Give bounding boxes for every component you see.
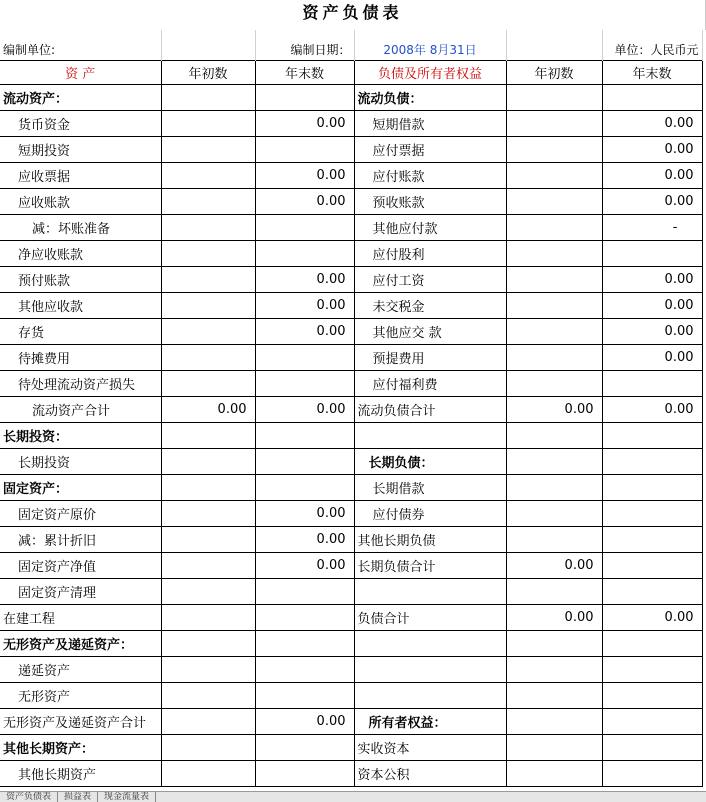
- asset-label-cell[interactable]: 其他应收款: [0, 292, 161, 318]
- liability-begin-cell[interactable]: [506, 344, 602, 370]
- asset-label-cell[interactable]: 固定资产净值: [0, 552, 161, 578]
- liability-begin-cell[interactable]: [506, 240, 602, 266]
- liability-end-cell[interactable]: [602, 630, 702, 656]
- sheet-tab-bar: [0, 791, 706, 802]
- asset-label-cell[interactable]: 流动资产合计: [0, 396, 161, 422]
- asset-begin-cell[interactable]: [161, 370, 255, 396]
- asset-begin-cell[interactable]: [161, 136, 255, 162]
- asset-label-cell[interactable]: 无形资产: [0, 682, 161, 708]
- liability-begin-cell[interactable]: [506, 474, 602, 500]
- liability-end-cell[interactable]: [602, 422, 702, 448]
- asset-begin-cell[interactable]: [161, 630, 255, 656]
- asset-begin-cell[interactable]: [161, 656, 255, 682]
- asset-end-cell[interactable]: [255, 682, 354, 708]
- liability-end-cell[interactable]: [602, 526, 702, 552]
- asset-end-cell[interactable]: 0.00: [255, 266, 354, 292]
- table-row: [0, 318, 702, 344]
- end-header[interactable]: 年末数: [602, 60, 702, 84]
- table-row: [0, 708, 702, 734]
- table-row: [0, 526, 702, 552]
- liabilities-header[interactable]: 负债及所有者权益: [354, 60, 506, 84]
- liability-begin-cell[interactable]: [506, 760, 602, 786]
- liability-label-cell[interactable]: 负债合计: [354, 604, 506, 630]
- asset-end-cell[interactable]: [255, 604, 354, 630]
- liability-begin-cell[interactable]: [506, 188, 602, 214]
- asset-end-cell[interactable]: [255, 630, 354, 656]
- liability-begin-cell[interactable]: [506, 682, 602, 708]
- liability-begin-cell[interactable]: [506, 578, 602, 604]
- table-row: [0, 682, 702, 708]
- liability-label-cell[interactable]: 未交税金: [354, 292, 506, 318]
- liability-end-cell[interactable]: [602, 500, 702, 526]
- asset-end-cell[interactable]: 0.00: [255, 552, 354, 578]
- currency-label[interactable]: 单位：人民币元: [602, 30, 702, 60]
- asset-label-cell[interactable]: 待处理流动资产损失: [0, 370, 161, 396]
- asset-label-cell[interactable]: 应收账款: [0, 188, 161, 214]
- liability-begin-cell[interactable]: [506, 136, 602, 162]
- asset-label-cell[interactable]: 其他长期资产: [0, 760, 161, 786]
- asset-label-cell[interactable]: 存货: [0, 318, 161, 344]
- asset-end-cell[interactable]: [255, 760, 354, 786]
- table-row: [0, 578, 702, 604]
- liability-label-cell[interactable]: [354, 422, 506, 448]
- sheet-tab[interactable]: 现金流量表: [98, 792, 156, 802]
- asset-begin-cell[interactable]: [161, 500, 255, 526]
- table-row: [0, 396, 702, 422]
- table-row: [0, 604, 702, 630]
- liability-begin-cell[interactable]: [506, 292, 602, 318]
- liability-label-cell[interactable]: 应付福利费: [354, 370, 506, 396]
- liability-label-cell[interactable]: 应付票据: [354, 136, 506, 162]
- liability-end-cell[interactable]: [602, 708, 702, 734]
- asset-begin-cell[interactable]: [161, 84, 255, 110]
- sheet-tab[interactable]: 资产负债表: [0, 792, 58, 802]
- table-row: [0, 370, 702, 396]
- liability-begin-cell[interactable]: 0.00: [506, 552, 602, 578]
- asset-end-cell[interactable]: 0.00: [255, 396, 354, 422]
- asset-end-cell[interactable]: 0.00: [255, 292, 354, 318]
- asset-begin-cell[interactable]: [161, 344, 255, 370]
- header-row: [0, 60, 702, 84]
- liability-begin-cell[interactable]: [506, 734, 602, 760]
- table-row: [0, 500, 702, 526]
- liability-end-cell[interactable]: 0.00: [602, 188, 702, 214]
- liability-label-cell[interactable]: 其他应交 款: [354, 318, 506, 344]
- asset-label-cell[interactable]: 减：累计折旧: [0, 526, 161, 552]
- sheet-title: 资产负债表: [0, 0, 706, 30]
- table-row: [0, 734, 702, 760]
- table-row: [0, 448, 702, 474]
- asset-label-cell[interactable]: 固定资产：: [0, 474, 161, 500]
- asset-begin-cell[interactable]: [161, 526, 255, 552]
- liability-end-cell[interactable]: 0.00: [602, 266, 702, 292]
- meta-empty-cell[interactable]: [161, 30, 255, 60]
- table-row: [0, 552, 702, 578]
- date-label[interactable]: 编制日期：: [255, 30, 354, 60]
- meta-empty-cell[interactable]: [506, 30, 602, 60]
- liability-label-cell[interactable]: [354, 578, 506, 604]
- liability-begin-cell[interactable]: [506, 656, 602, 682]
- asset-end-cell[interactable]: [255, 240, 354, 266]
- liability-end-cell[interactable]: [602, 578, 702, 604]
- liability-label-cell[interactable]: 预收账款: [354, 188, 506, 214]
- asset-end-cell[interactable]: 0.00: [255, 318, 354, 344]
- liability-begin-cell[interactable]: [506, 214, 602, 240]
- liability-begin-cell[interactable]: [506, 318, 602, 344]
- asset-label-cell[interactable]: 长期投资: [0, 448, 161, 474]
- asset-begin-cell[interactable]: [161, 214, 255, 240]
- liability-end-cell[interactable]: 0.00: [602, 110, 702, 136]
- asset-label-cell[interactable]: 无形资产及递延资产：: [0, 630, 161, 656]
- asset-end-cell[interactable]: 0.00: [255, 188, 354, 214]
- liability-end-cell[interactable]: [602, 552, 702, 578]
- meta-row: [0, 30, 702, 60]
- liability-begin-cell[interactable]: [506, 162, 602, 188]
- liability-label-cell[interactable]: [354, 682, 506, 708]
- liability-begin-cell[interactable]: [506, 708, 602, 734]
- table-row: [0, 760, 702, 786]
- asset-label-cell[interactable]: 货币资金: [0, 110, 161, 136]
- asset-label-cell[interactable]: 在建工程: [0, 604, 161, 630]
- liability-end-cell[interactable]: -: [602, 214, 702, 240]
- asset-begin-cell[interactable]: [161, 578, 255, 604]
- liability-begin-cell[interactable]: [506, 84, 602, 110]
- liability-label-cell[interactable]: 应付债券: [354, 500, 506, 526]
- table-row: [0, 188, 702, 214]
- liability-label-cell[interactable]: 其他长期负债: [354, 526, 506, 552]
- liability-begin-cell[interactable]: [506, 370, 602, 396]
- asset-label-cell[interactable]: 固定资产原价: [0, 500, 161, 526]
- asset-label-cell[interactable]: 递延资产: [0, 656, 161, 682]
- liability-end-cell[interactable]: 0.00: [602, 604, 702, 630]
- asset-end-cell[interactable]: 0.00: [255, 162, 354, 188]
- liability-end-cell[interactable]: [602, 448, 702, 474]
- liability-label-cell[interactable]: 所有者权益：: [354, 708, 506, 734]
- liability-end-cell[interactable]: 0.00: [602, 292, 702, 318]
- liability-label-cell[interactable]: [354, 656, 506, 682]
- asset-begin-cell[interactable]: [161, 422, 255, 448]
- asset-label-cell[interactable]: 无形资产及递延资产合计: [0, 708, 161, 734]
- table-row: [0, 84, 702, 110]
- asset-begin-cell[interactable]: [161, 604, 255, 630]
- liability-label-cell[interactable]: 流动负债合计: [354, 396, 506, 422]
- sheet-tab[interactable]: 损益表: [58, 792, 98, 802]
- liability-end-cell[interactable]: [602, 734, 702, 760]
- table-row: [0, 474, 702, 500]
- asset-label-cell[interactable]: 流动资产：: [0, 84, 161, 110]
- asset-end-cell[interactable]: 0.00: [255, 500, 354, 526]
- table-row: [0, 240, 702, 266]
- asset-begin-cell[interactable]: [161, 110, 255, 136]
- liability-label-cell[interactable]: 应付账款: [354, 162, 506, 188]
- asset-end-cell[interactable]: [255, 422, 354, 448]
- liability-end-cell[interactable]: [602, 656, 702, 682]
- liability-end-cell[interactable]: 0.00: [602, 344, 702, 370]
- asset-begin-cell[interactable]: [161, 240, 255, 266]
- liability-begin-cell[interactable]: [506, 266, 602, 292]
- liability-begin-cell[interactable]: [506, 630, 602, 656]
- end-header[interactable]: 年末数: [255, 60, 354, 84]
- begin-header[interactable]: 年初数: [161, 60, 255, 84]
- table-row: [0, 214, 702, 240]
- liability-label-cell[interactable]: [354, 630, 506, 656]
- liability-end-cell[interactable]: 0.00: [602, 136, 702, 162]
- asset-begin-cell[interactable]: [161, 318, 255, 344]
- table-row: [0, 136, 702, 162]
- liability-begin-cell[interactable]: [506, 526, 602, 552]
- table-row: [0, 344, 702, 370]
- liability-end-cell[interactable]: [602, 474, 702, 500]
- asset-begin-cell[interactable]: [161, 162, 255, 188]
- liability-label-cell[interactable]: 应付工资: [354, 266, 506, 292]
- asset-label-cell[interactable]: 短期投资: [0, 136, 161, 162]
- asset-end-cell[interactable]: 0.00: [255, 526, 354, 552]
- liability-end-cell[interactable]: 0.00: [602, 162, 702, 188]
- asset-end-cell[interactable]: [255, 474, 354, 500]
- asset-begin-cell[interactable]: [161, 552, 255, 578]
- asset-end-cell[interactable]: [255, 344, 354, 370]
- liability-label-cell[interactable]: 长期负债：: [354, 448, 506, 474]
- liability-begin-cell[interactable]: [506, 110, 602, 136]
- table-row: [0, 292, 702, 318]
- date-value[interactable]: 2008年 8月31日: [354, 30, 506, 60]
- liability-end-cell[interactable]: [602, 760, 702, 786]
- liability-begin-cell[interactable]: [506, 448, 602, 474]
- liability-end-cell[interactable]: [602, 84, 702, 110]
- assets-header[interactable]: 资 产: [0, 60, 161, 84]
- asset-label-cell[interactable]: 净应收账款: [0, 240, 161, 266]
- liability-label-cell[interactable]: 长期借款: [354, 474, 506, 500]
- asset-label-cell[interactable]: 待摊费用: [0, 344, 161, 370]
- asset-begin-cell[interactable]: [161, 734, 255, 760]
- liability-label-cell[interactable]: 其他应付款: [354, 214, 506, 240]
- asset-label-cell[interactable]: 应收票据: [0, 162, 161, 188]
- asset-begin-cell[interactable]: [161, 448, 255, 474]
- asset-end-cell[interactable]: [255, 214, 354, 240]
- begin-header[interactable]: 年初数: [506, 60, 602, 84]
- table-row: [0, 162, 702, 188]
- asset-end-cell[interactable]: [255, 734, 354, 760]
- liability-end-cell[interactable]: [602, 240, 702, 266]
- liability-begin-cell[interactable]: [506, 500, 602, 526]
- liability-end-cell[interactable]: 0.00: [602, 318, 702, 344]
- liability-end-cell[interactable]: 0.00: [602, 396, 702, 422]
- asset-label-cell[interactable]: 其他长期资产：: [0, 734, 161, 760]
- asset-label-cell[interactable]: 预付账款: [0, 266, 161, 292]
- liability-label-cell[interactable]: 预提费用: [354, 344, 506, 370]
- asset-begin-cell[interactable]: [161, 760, 255, 786]
- liability-begin-cell[interactable]: 0.00: [506, 396, 602, 422]
- asset-begin-cell[interactable]: [161, 188, 255, 214]
- asset-label-cell[interactable]: 固定资产清理: [0, 578, 161, 604]
- asset-end-cell[interactable]: [255, 448, 354, 474]
- asset-begin-cell[interactable]: [161, 708, 255, 734]
- asset-end-cell[interactable]: [255, 578, 354, 604]
- liability-label-cell[interactable]: 短期借款: [354, 110, 506, 136]
- asset-end-cell[interactable]: [255, 136, 354, 162]
- asset-label-cell[interactable]: 长期投资：: [0, 422, 161, 448]
- liability-end-cell[interactable]: [602, 370, 702, 396]
- table-row: [0, 266, 702, 292]
- liability-label-cell[interactable]: 资本公积: [354, 760, 506, 786]
- asset-label-cell[interactable]: 减：坏账准备: [0, 214, 161, 240]
- asset-end-cell[interactable]: 0.00: [255, 110, 354, 136]
- asset-begin-cell[interactable]: 0.00: [161, 396, 255, 422]
- asset-begin-cell[interactable]: [161, 292, 255, 318]
- asset-begin-cell[interactable]: [161, 474, 255, 500]
- table-row: [0, 110, 702, 136]
- balance-sheet-table: [0, 30, 703, 787]
- asset-end-cell[interactable]: [255, 370, 354, 396]
- table-row: [0, 422, 702, 448]
- asset-end-cell[interactable]: [255, 656, 354, 682]
- liability-begin-cell[interactable]: [506, 422, 602, 448]
- asset-end-cell[interactable]: 0.00: [255, 708, 354, 734]
- asset-begin-cell[interactable]: [161, 266, 255, 292]
- table-row: [0, 630, 702, 656]
- liability-label-cell[interactable]: 应付股利: [354, 240, 506, 266]
- liability-label-cell[interactable]: 实收资本: [354, 734, 506, 760]
- table-row: [0, 656, 702, 682]
- liability-begin-cell[interactable]: 0.00: [506, 604, 602, 630]
- liability-label-cell[interactable]: 流动负债：: [354, 84, 506, 110]
- asset-end-cell[interactable]: [255, 84, 354, 110]
- liability-end-cell[interactable]: [602, 682, 702, 708]
- unit-label[interactable]: 编制单位:: [0, 30, 161, 60]
- liability-label-cell[interactable]: 长期负债合计: [354, 552, 506, 578]
- asset-begin-cell[interactable]: [161, 682, 255, 708]
